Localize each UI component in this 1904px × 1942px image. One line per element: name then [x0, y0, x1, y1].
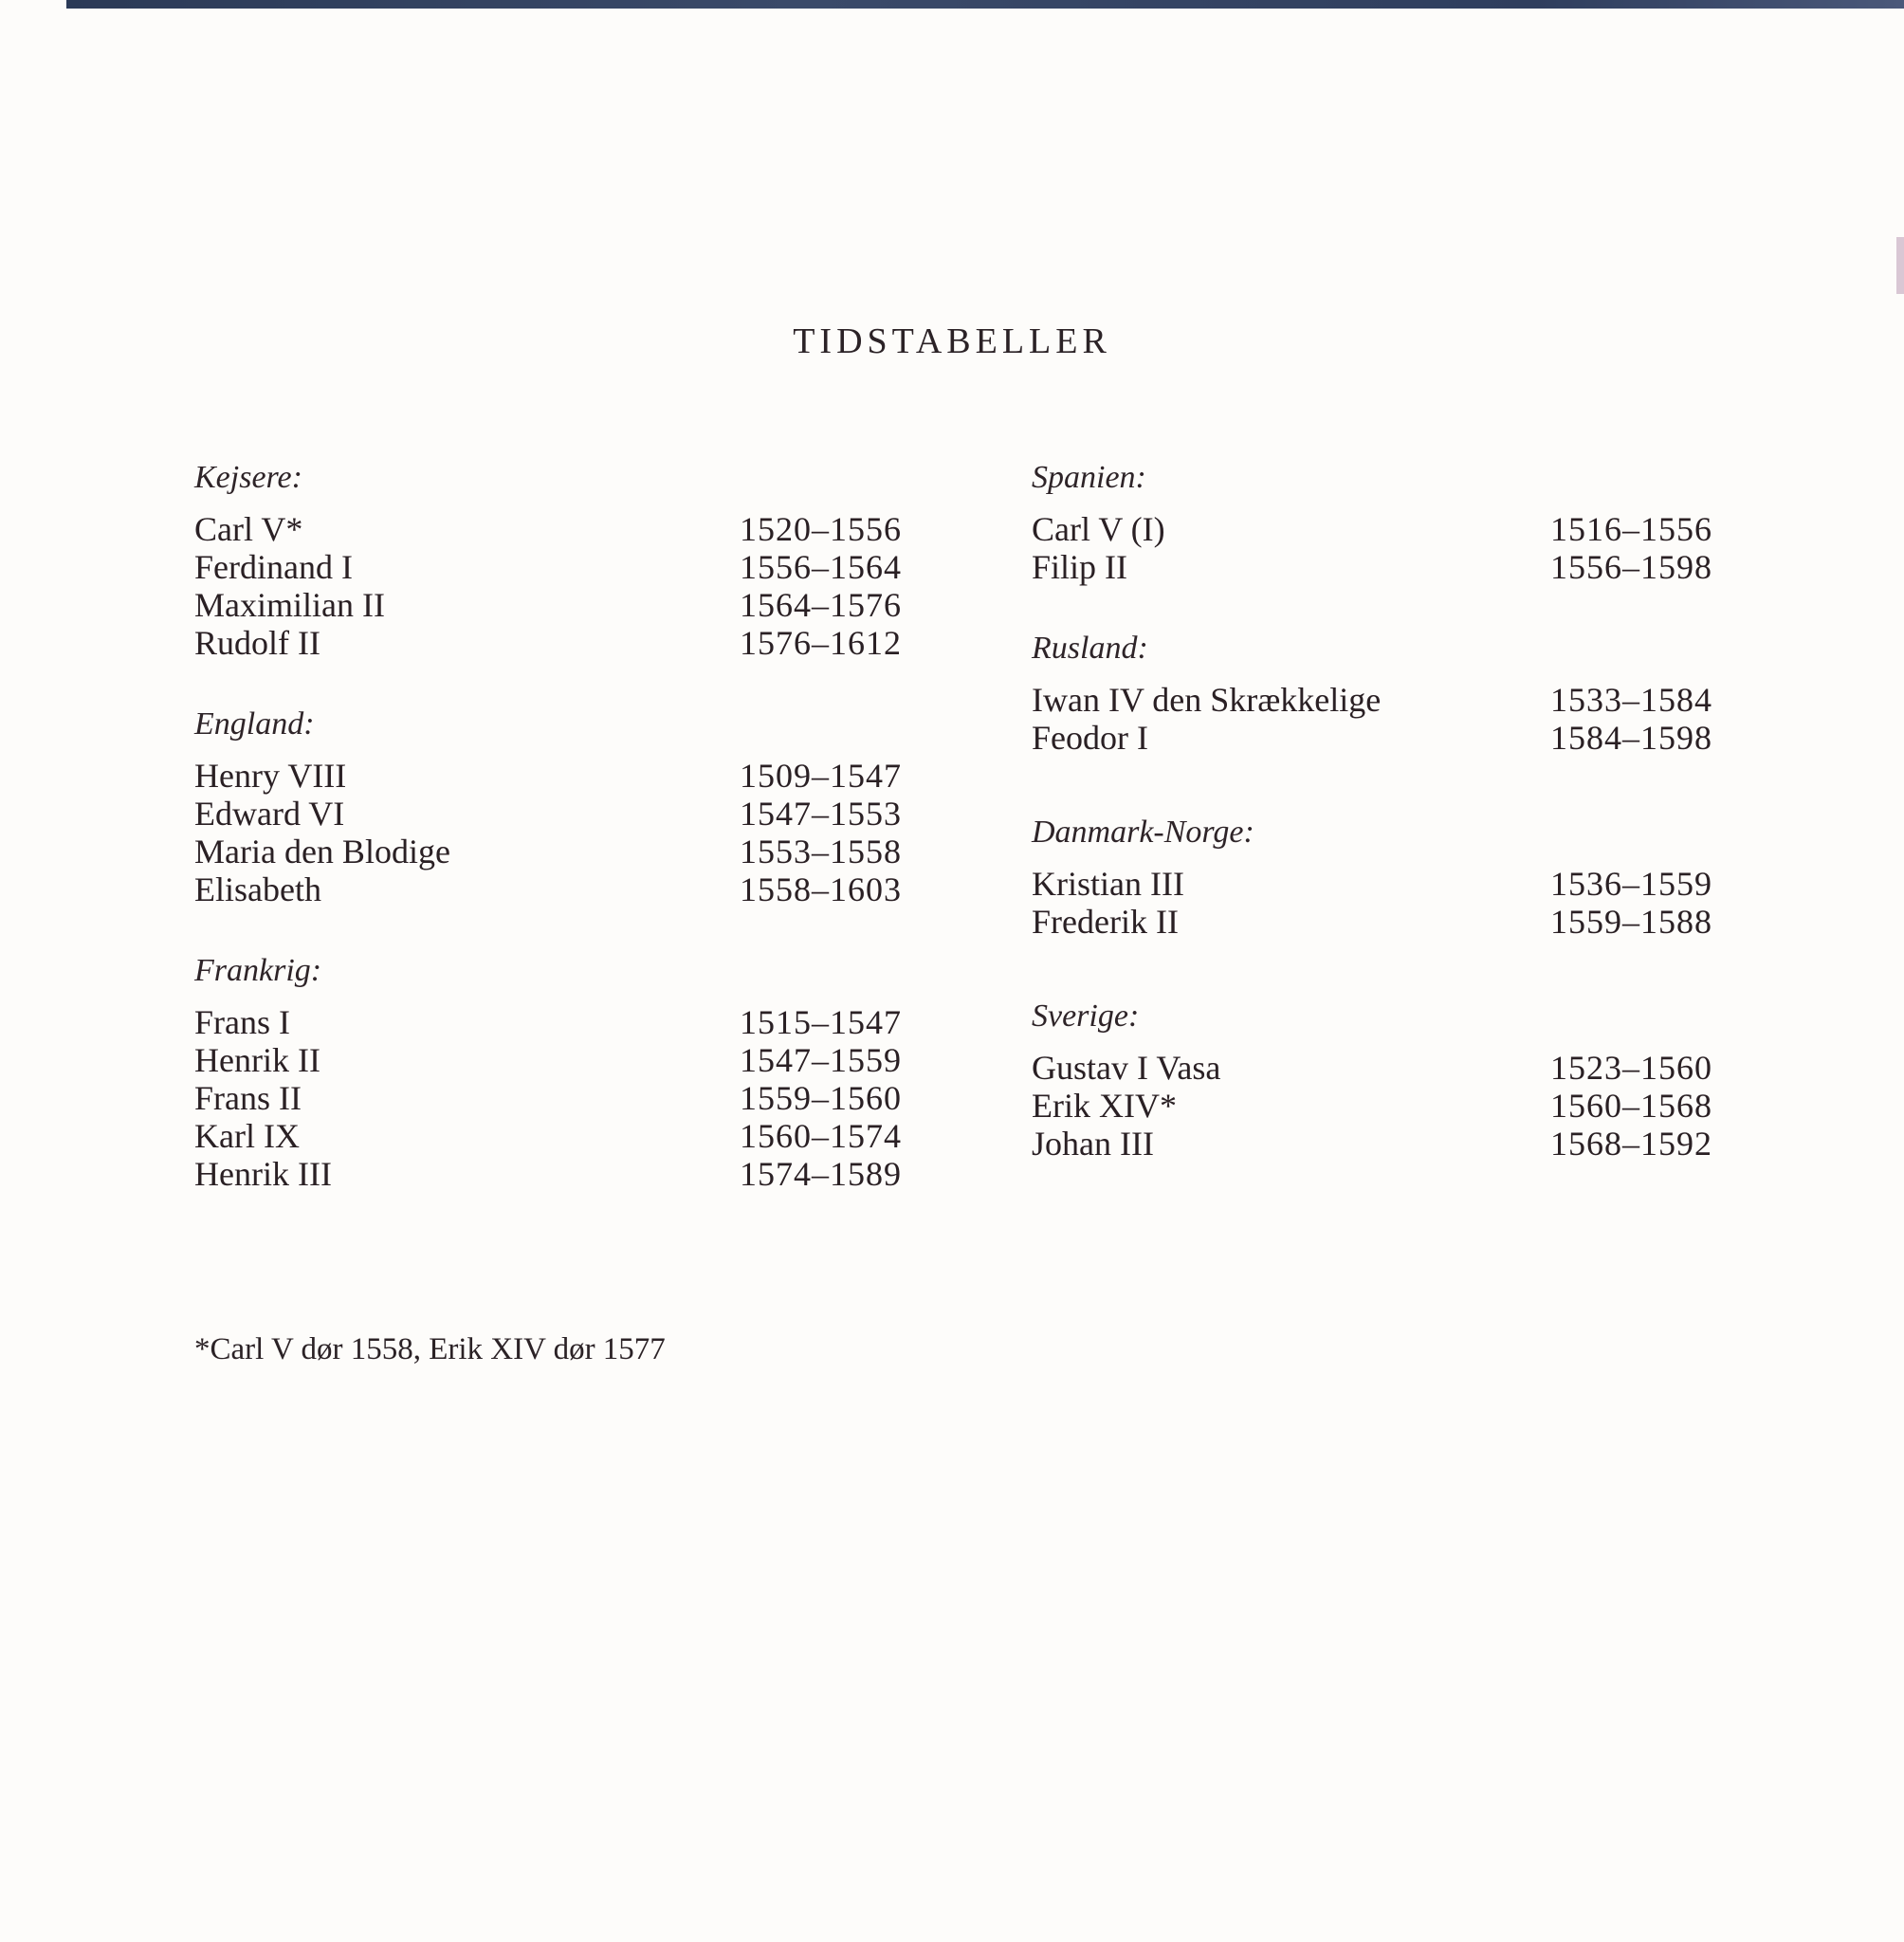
- ruler-years: 1556–1564: [740, 548, 902, 586]
- ruler-name: Gustav I Vasa: [1032, 1049, 1221, 1087]
- section-heading: Kejsere:: [194, 460, 302, 495]
- ruler-years: 1568–1592: [1550, 1125, 1712, 1163]
- ruler-row: [1032, 1087, 1712, 1125]
- section-heading: Rusland:: [1032, 631, 1148, 666]
- ruler-years: 1564–1576: [740, 586, 902, 624]
- section-spanien: [1032, 459, 1712, 586]
- ruler-row: [194, 1079, 902, 1117]
- ruler-years: 1533–1584: [1550, 681, 1712, 719]
- ruler-name: Maria den Blodige: [194, 833, 450, 870]
- section-heading: Sverige:: [1032, 998, 1140, 1034]
- ruler-years: 1574–1589: [740, 1155, 902, 1193]
- ruler-row: [1032, 548, 1712, 586]
- ruler-row: [194, 510, 902, 548]
- top-edge-band: [66, 0, 1904, 9]
- section-heading: England:: [194, 706, 315, 742]
- ruler-row: [1032, 1049, 1712, 1087]
- ruler-row: [1032, 719, 1712, 757]
- ruler-name: Maximilian II: [194, 586, 385, 624]
- ruler-years: 1547–1559: [740, 1041, 902, 1079]
- footnote: *Carl V dør 1558, Erik XIV dør 1577: [194, 1332, 666, 1366]
- ruler-name: Kristian III: [1032, 865, 1184, 903]
- ruler-name: Ferdinand I: [194, 548, 353, 586]
- left-column: [194, 459, 902, 1237]
- ruler-years: 1520–1556: [740, 510, 902, 548]
- ruler-name: Frederik II: [1032, 903, 1179, 941]
- ruler-years: 1515–1547: [740, 1003, 902, 1041]
- ruler-name: Edward VI: [194, 795, 345, 833]
- ruler-years: 1558–1603: [740, 870, 902, 908]
- ruler-years: 1536–1559: [1550, 865, 1712, 903]
- ruler-row: [194, 586, 902, 624]
- ruler-name: Erik XIV*: [1032, 1087, 1177, 1125]
- ruler-name: Elisabeth: [194, 870, 321, 908]
- ruler-name: Karl IX: [194, 1117, 300, 1155]
- page-edge-mark: [1896, 237, 1904, 294]
- ruler-name: Rudolf II: [194, 624, 320, 662]
- ruler-years: 1560–1568: [1550, 1087, 1712, 1125]
- ruler-years: 1547–1553: [740, 795, 902, 833]
- ruler-row: [1032, 903, 1712, 941]
- ruler-years: 1509–1547: [740, 757, 902, 795]
- section-sverige: [1032, 998, 1712, 1163]
- ruler-name: Johan III: [1032, 1125, 1154, 1163]
- ruler-row: [194, 833, 902, 870]
- ruler-name: Henry VIII: [194, 757, 347, 795]
- ruler-name: Feodor I: [1032, 719, 1148, 757]
- ruler-row: [1032, 681, 1712, 719]
- ruler-name: Henrik III: [194, 1155, 332, 1193]
- ruler-years: 1559–1588: [1550, 903, 1712, 941]
- section-heading: Spanien:: [1032, 460, 1146, 495]
- ruler-row: [194, 1003, 902, 1041]
- ruler-row: [194, 1155, 902, 1193]
- page-title: TIDSTABELLER: [793, 321, 1111, 361]
- ruler-row: [194, 870, 902, 908]
- section-heading: Frankrig:: [194, 953, 322, 988]
- ruler-years: 1576–1612: [740, 624, 902, 662]
- ruler-row: [194, 1117, 902, 1155]
- ruler-row: [1032, 510, 1712, 548]
- ruler-row: [194, 548, 902, 586]
- ruler-years: 1523–1560: [1550, 1049, 1712, 1087]
- section-frankrig: [194, 952, 902, 1193]
- section-danmark-norge: [1032, 814, 1712, 941]
- ruler-row: [194, 757, 902, 795]
- ruler-name: Carl V*: [194, 510, 303, 548]
- ruler-row: [1032, 1125, 1712, 1163]
- ruler-years: 1553–1558: [740, 833, 902, 870]
- ruler-row: [194, 795, 902, 833]
- section-england: [194, 705, 902, 908]
- ruler-name: Carl V (I): [1032, 510, 1165, 548]
- right-column: [1032, 459, 1712, 1206]
- ruler-years: 1516–1556: [1550, 510, 1712, 548]
- ruler-years: 1559–1560: [740, 1079, 902, 1117]
- section-kejsere: [194, 459, 902, 662]
- section-rusland: [1032, 630, 1712, 757]
- ruler-row: [1032, 865, 1712, 903]
- ruler-years: 1556–1598: [1550, 548, 1712, 586]
- ruler-name: Henrik II: [194, 1041, 320, 1079]
- ruler-row: [194, 624, 902, 662]
- section-heading: Danmark-Norge:: [1032, 815, 1254, 850]
- ruler-name: Filip II: [1032, 548, 1128, 586]
- ruler-name: Frans I: [194, 1003, 290, 1041]
- ruler-name: Iwan IV den Skrækkelige: [1032, 681, 1382, 719]
- ruler-years: 1560–1574: [740, 1117, 902, 1155]
- ruler-row: [194, 1041, 902, 1079]
- ruler-years: 1584–1598: [1550, 719, 1712, 757]
- ruler-name: Frans II: [194, 1079, 302, 1117]
